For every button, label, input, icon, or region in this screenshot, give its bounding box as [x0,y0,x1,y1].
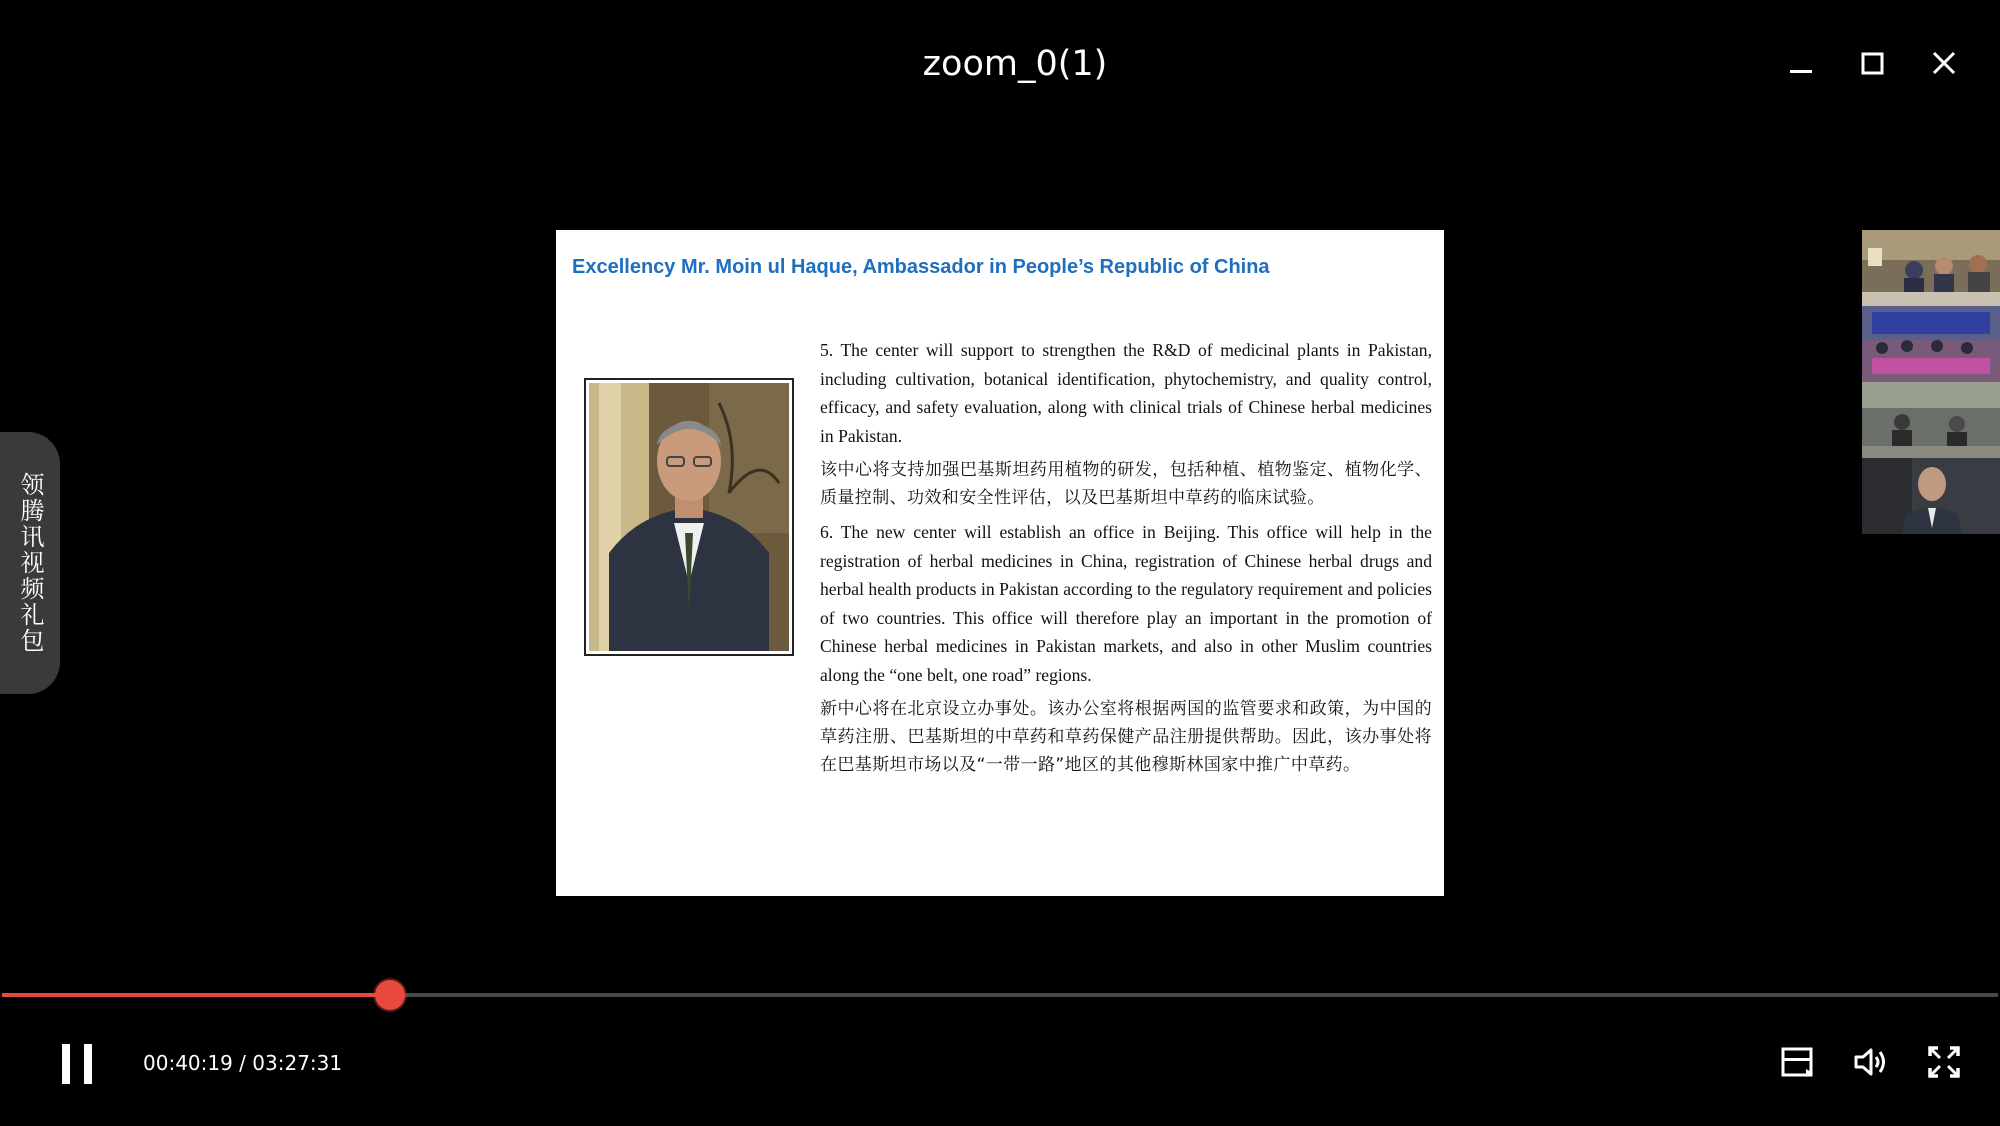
slide-paragraph-zh-5: 该中心将支持加强巴基斯坦药用植物的研发，包括种植、植物鉴定、植物化学、质量控制、功效和安全性评估，以及巴基斯坦中草药的临床试验。 [820,460,1432,508]
fullscreen-button[interactable] [1926,1044,1962,1080]
volume-icon [1852,1044,1888,1080]
slide-body [820,336,1432,785]
playlist-button[interactable] [1780,1044,1816,1080]
promo-label: 领腾讯视频礼包 [16,472,44,654]
progress-played [2,993,390,997]
pause-button[interactable] [58,1044,96,1084]
progress-bar[interactable] [2,993,1998,997]
slide-paragraph-zh-6: 新中心将在北京设立办事处。该办公室将根据两国的监管要求和政策，为中国的草药注册、巴基斯坦的中草药和草药保健产品注册提供帮助。因此，该办事处将在巴基斯坦市场以及“一带一路”地区的其他穆斯林国家中推广中草药。 [820,699,1432,775]
time-display: 00:40:19 / 03:27:31 [143,1051,343,1075]
pause-icon [62,1044,70,1084]
participant-thumbnail[interactable] [1862,306,2000,382]
promo-side-tab[interactable] [0,432,60,694]
progress-scrubber-handle[interactable] [375,980,405,1010]
video-slide [556,230,1444,896]
ambassador-portrait [584,378,794,656]
slide-paragraph-en-6: 6. The new center will establish an office in Beijing. This office will help in the registration of herbal medicines in China, registration of Chinese herbal drugs and herbal health products in Pakistan according to the regulatory requirement and policies of two countries. This office will therefore play an important in the promotion of Chinese herbal medicines in Pakistan markets, and also in other Muslim countries along the “one belt, one road” regions. [820,522,1432,685]
maximize-button[interactable] [1844,42,1900,86]
participant-thumbnail[interactable] [1862,230,2000,306]
window-title: zoom_0(1) [922,44,1108,84]
minimize-button[interactable] [1772,42,1828,86]
maximize-icon [1844,42,1900,86]
participant-thumbnails [1862,230,2000,534]
slide-title: Excellency Mr. Moin ul Haque, Ambassador in People’s Republic of China [572,256,1270,278]
close-button[interactable] [1916,42,1972,86]
slide-paragraph-en-5: 5. The center will support to strengthen the R&D of medicinal plants in Pakistan, including cultivation, botanical identification, phytochemistry, and quality control, efficacy, and safety evaluation, along with clinical trials of Chinese herbal medicines in Pakistan. [820,340,1432,446]
fullscreen-icon [1926,1044,1962,1080]
close-icon [1916,42,1972,86]
participant-thumbnail[interactable] [1862,458,2000,534]
participant-thumbnail[interactable] [1862,382,2000,458]
playlist-icon [1780,1044,1816,1080]
minimize-icon [1772,42,1828,86]
volume-button[interactable] [1852,1044,1888,1080]
